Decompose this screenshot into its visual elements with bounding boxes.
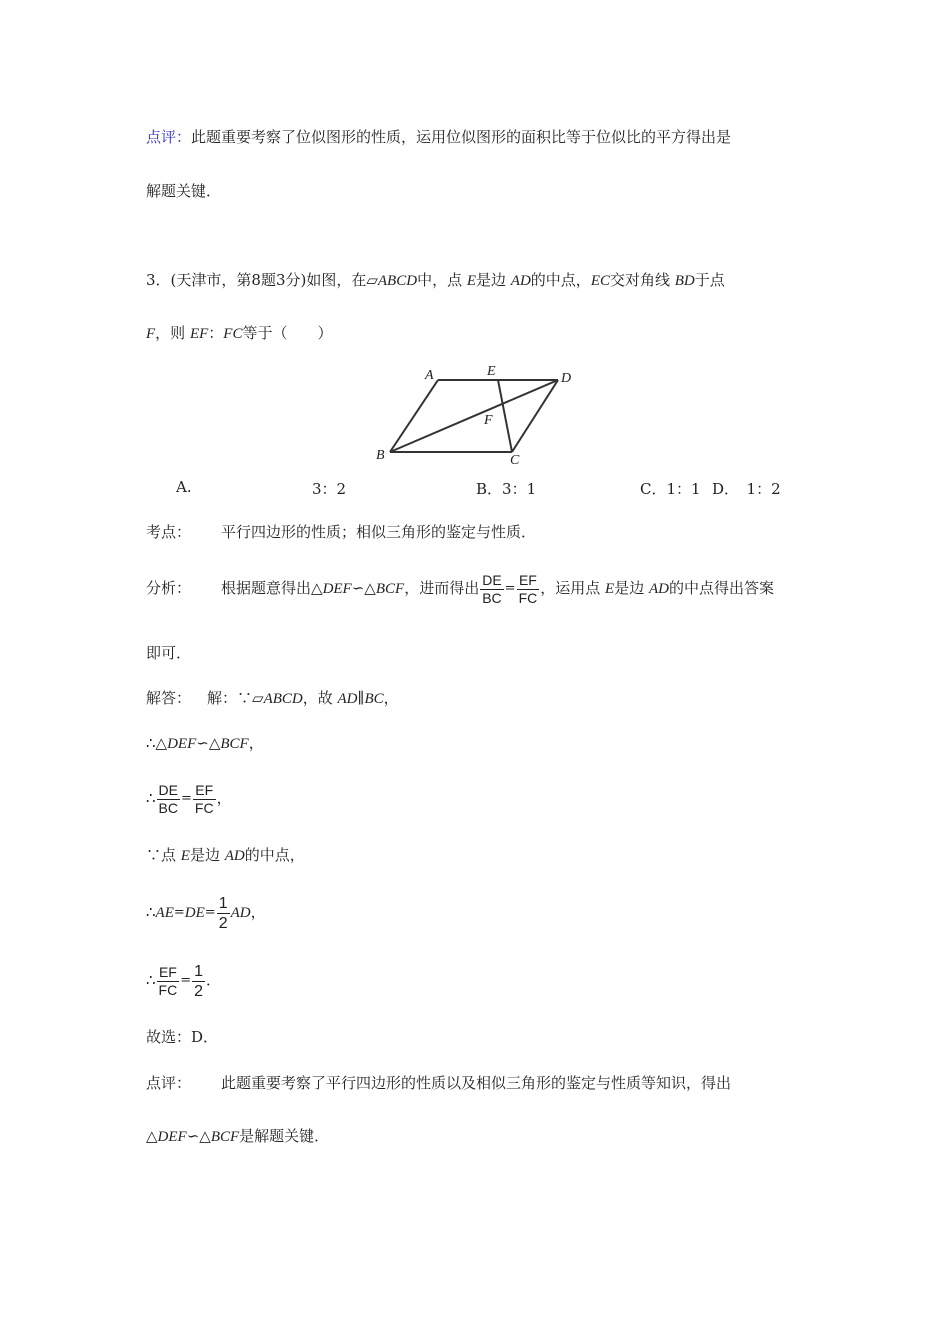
option-b: B．3：1 [476,480,537,498]
kaodian-label: 考点： [146,523,192,541]
fraction-ef-fc-2: $\frac{EF}{FC}$ [194,781,214,816]
review-2-text: 此题重要考察了平行四边形的性质以及相似三角形的鉴定与性质等知识，得出 [221,1074,732,1092]
fraction-de-bc-2: $\frac{DE}{BC}$ [158,781,178,816]
kaodian-text: 平行四边形的性质；相似三角形的鉴定与性质． [221,523,537,541]
jieda-line-2: ∴△DEF∽△BCF， [146,734,264,752]
jieda-line-5: ∴AE=DE= $\frac{1}{2}$ AD， [146,894,266,932]
review-2-line-2: △DEF∽△BCF是解题关键． [146,1127,330,1145]
label-e: E [487,364,496,379]
label-a: A [425,368,434,383]
fenxi-label: 分析： [146,579,192,597]
option-a-value: 3：2 [312,480,347,498]
fraction-ef-fc: $\frac{EF}{FC}$ [518,571,538,606]
label-b: B [376,448,385,463]
review-2-label: 点评： [146,1074,192,1092]
question-number: 3． [146,271,171,289]
label-f: F [484,413,493,428]
option-c: C．1：1 [640,480,701,498]
option-a-label: A. [176,478,192,496]
segment-ec [498,380,512,452]
parallelogram-figure [370,360,590,470]
fenxi-line-1: 分析： 根据题意得出△DEF∽△BCF，进而得出 $\frac{DE}{BC}$ = $\frac{EF}{FC}$ ，运用点 E是边 AD的中点得出答案 [146,571,774,606]
fraction-one-half-2: $\frac{1}{2}$ [194,962,204,1000]
fraction-de-bc: $\frac{DE}{BC}$ [482,571,502,606]
review-2-line-1 [146,1073,731,1093]
label-d: D [561,371,572,386]
option-d: D． 1：2 [712,480,781,498]
review-text-cont: 解题关键． [146,182,222,200]
jieda-line-1: 解答： 解：∵▱ABCD，故 AD∥BC， [146,689,399,707]
fraction-ef-fc-3: $\frac{EF}{FC}$ [158,963,178,998]
fenxi-line-2: 即可． [146,644,192,662]
fraction-one-half: $\frac{1}{2}$ [218,894,228,932]
label-c: C [510,453,520,468]
review-label: 点评： [146,128,192,146]
jieda-line-4: ∵点 E是边 AD的中点， [146,846,305,864]
review-1-line-2 [146,181,221,201]
jieda-line-6: ∴ $\frac{EF}{FC}$ = $\frac{1}{2}$ ． [146,962,222,1000]
kaodian-line [146,522,536,542]
question-source: (天津市，第8题3分) [170,271,307,289]
question-line-1: 3．(天津市，第8题3分)如图，在▱ABCD中，点 E是边 AD的中点，EC交对角线 BD于点 [146,271,725,289]
review-1-line-1 [146,127,731,147]
jieda-line-7: 故选：D． [146,1028,219,1046]
question-line-2: F，则 EF：FC等于（ ） [146,324,333,342]
jieda-label: 解答： [146,689,192,707]
review-text: 此题重要考察了位似图形的性质，运用位似图形的面积比等于位似比的平方得出是 [191,128,732,146]
jieda-line-3: ∴ $\frac{DE}{BC}$ = $\frac{EF}{FC}$ ， [146,781,232,816]
